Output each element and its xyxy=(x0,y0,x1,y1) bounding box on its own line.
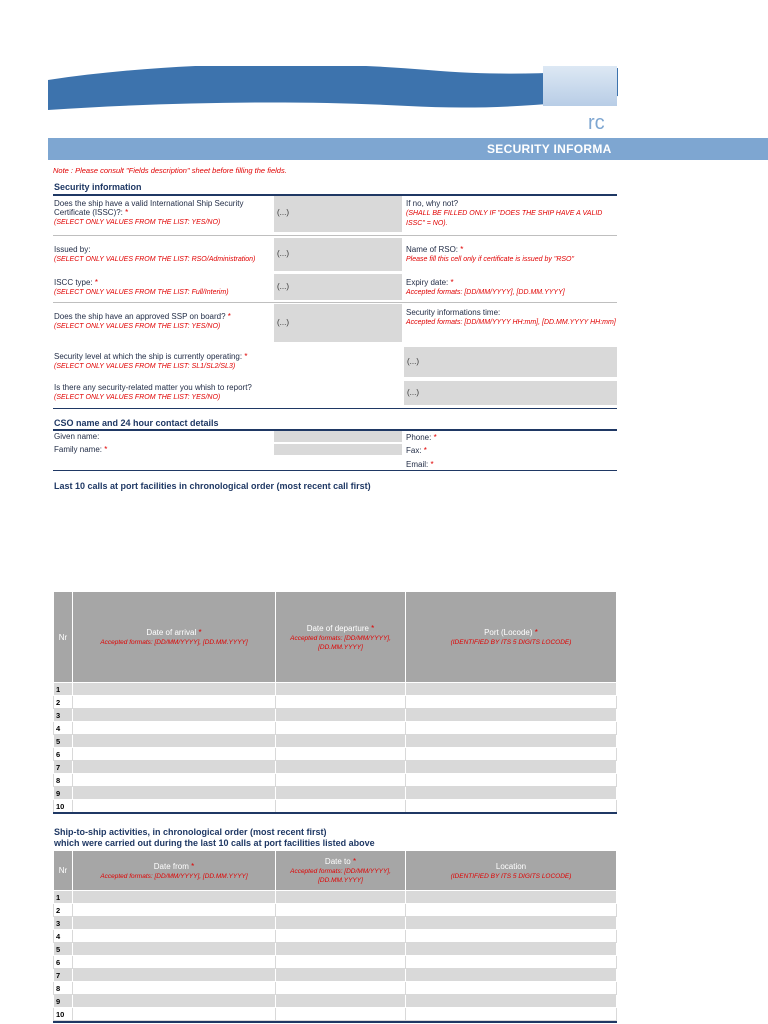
departure-cell[interactable] xyxy=(276,787,406,800)
port-calls-table xyxy=(53,591,617,813)
row-number: 6 xyxy=(54,748,73,761)
arrival-cell[interactable] xyxy=(73,787,276,800)
row-number: 5 xyxy=(54,943,73,956)
row-number: 8 xyxy=(54,774,73,787)
port-cell[interactable] xyxy=(406,787,617,800)
row-divider xyxy=(53,235,617,236)
arrival-cell[interactable] xyxy=(73,696,276,709)
table-row[interactable] xyxy=(54,930,617,943)
row-number: 3 xyxy=(54,709,73,722)
location-cell[interactable] xyxy=(406,930,617,943)
table-row[interactable] xyxy=(54,735,617,748)
row-number: 4 xyxy=(54,722,73,735)
table-row[interactable] xyxy=(54,969,617,982)
col-nr-header: Nr xyxy=(54,592,73,683)
date-to-cell[interactable] xyxy=(276,995,406,1008)
expiry-date-label: Expiry date: * Accepted formats: [DD/MM/YYYY], [DD.MM.YYYY] xyxy=(406,278,565,296)
date-to-cell[interactable] xyxy=(276,891,406,904)
port-cell[interactable] xyxy=(406,709,617,722)
port-cell[interactable] xyxy=(406,735,617,748)
date-from-cell[interactable] xyxy=(73,995,276,1008)
port-cell[interactable] xyxy=(406,696,617,709)
date-from-cell[interactable] xyxy=(73,917,276,930)
family-name-field[interactable] xyxy=(274,444,402,455)
col-location-header: Location (IDENTIFIED BY ITS 5 DIGITS LOCODE) xyxy=(406,851,617,891)
col-nr-header: Nr xyxy=(54,851,73,891)
row-number: 8 xyxy=(54,982,73,995)
cso-section-bottom-rule xyxy=(53,470,617,471)
table-row[interactable] xyxy=(54,800,617,813)
issued-by-label: Issued by: (SELECT ONLY VALUES FROM THE LIST: RSO/Administration) xyxy=(54,245,256,263)
given-name-field[interactable] xyxy=(274,431,402,442)
date-from-cell[interactable] xyxy=(73,904,276,917)
phone-label: Phone: * xyxy=(406,433,437,442)
issc-why-not-label: If no, why not? (SHALL BE FILLED ONLY IF "DOES THE SHIP HAVE A VALID ISSC" = NO). xyxy=(406,199,603,227)
departure-cell[interactable] xyxy=(276,709,406,722)
location-cell[interactable] xyxy=(406,1008,617,1021)
date-from-cell[interactable] xyxy=(73,891,276,904)
date-from-cell[interactable] xyxy=(73,1008,276,1021)
title-banner xyxy=(48,138,768,160)
departure-cell[interactable] xyxy=(276,748,406,761)
port-cell[interactable] xyxy=(406,748,617,761)
departure-cell[interactable] xyxy=(276,774,406,787)
row-number: 4 xyxy=(54,930,73,943)
row-number: 5 xyxy=(54,735,73,748)
location-cell[interactable] xyxy=(406,917,617,930)
col-date-to-header: Date to * Accepted formats: [DD/MM/YYYY], [DD.MM.YYYY] xyxy=(276,851,406,891)
port-cell[interactable] xyxy=(406,761,617,774)
row-number: 9 xyxy=(54,995,73,1008)
table-row[interactable] xyxy=(54,722,617,735)
fax-label: Fax: * xyxy=(406,446,427,455)
issc-valid-field[interactable]: (...) xyxy=(274,196,402,232)
table-row[interactable] xyxy=(54,696,617,709)
col-departure-header: Date of departure * Accepted formats: [DD/MM/YYYY], [DD.MM.YYYY] xyxy=(276,592,406,683)
row-number: 2 xyxy=(54,696,73,709)
arrival-cell[interactable] xyxy=(73,683,276,696)
row-number: 9 xyxy=(54,787,73,800)
date-from-cell[interactable] xyxy=(73,982,276,995)
location-cell[interactable] xyxy=(406,891,617,904)
table-row[interactable] xyxy=(54,761,617,774)
date-to-cell[interactable] xyxy=(276,930,406,943)
row-number: 7 xyxy=(54,761,73,774)
port-cell[interactable] xyxy=(406,683,617,696)
arrival-cell[interactable] xyxy=(73,748,276,761)
arrival-cell[interactable] xyxy=(73,722,276,735)
cso-section-title: CSO name and 24 hour contact details xyxy=(54,418,219,428)
table-row[interactable] xyxy=(54,683,617,696)
ssp-label: Does the ship have an approved SSP on board? * (SELECT ONLY VALUES FROM THE LIST: YES/NO) xyxy=(54,312,231,330)
arrival-cell[interactable] xyxy=(73,800,276,813)
security-matter-field[interactable]: (...) xyxy=(404,381,617,405)
security-info-time-label: Security informations time: Accepted formats: [DD/MM/YYYY HH:mm], [DD.MM.YYYY HH:mm] xyxy=(406,308,616,326)
date-from-cell[interactable] xyxy=(73,969,276,982)
departure-cell[interactable] xyxy=(276,761,406,774)
iscc-type-label: ISCC type: * (SELECT ONLY VALUES FROM THE LIST: Full/Interim) xyxy=(54,278,229,296)
date-to-cell[interactable] xyxy=(276,917,406,930)
sts-table-bottom-rule xyxy=(53,1021,617,1023)
email-label: Email: * xyxy=(406,460,434,469)
calls-section-title: Last 10 calls at port facilities in chronological order (most recent call first) xyxy=(54,481,371,491)
port-cell[interactable] xyxy=(406,722,617,735)
departure-cell[interactable] xyxy=(276,722,406,735)
row-number: 1 xyxy=(54,683,73,696)
table-row[interactable] xyxy=(54,904,617,917)
sts-section-title: Ship-to-ship activities, in chronological order (most recent first) which were carried out during the last 10 calls at port facilities listed above xyxy=(54,827,375,848)
given-name-label: Given name: xyxy=(54,432,100,441)
table-row[interactable] xyxy=(54,956,617,969)
departure-cell[interactable] xyxy=(276,683,406,696)
logo-text: rc xyxy=(588,112,605,134)
row-number: 1 xyxy=(54,891,73,904)
security-section-title: Security information xyxy=(54,182,142,192)
table-row[interactable] xyxy=(54,709,617,722)
location-cell[interactable] xyxy=(406,956,617,969)
family-name-label: Family name: * xyxy=(54,445,108,454)
arrival-cell[interactable] xyxy=(73,735,276,748)
security-matter-label: Is there any security-related matter you whish to report? (SELECT ONLY VALUES FROM THE LIST: YES/NO) xyxy=(54,383,252,401)
location-cell[interactable] xyxy=(406,904,617,917)
security-level-label: Security level at which the ship is currently operating: * (SELECT ONLY VALUES FROM THE LIST: SL1/SL2/SL3) xyxy=(54,352,248,370)
col-arrival-header: Date of arrival * Accepted formats: [DD/MM/YYYY], [DD.MM.YYYY] xyxy=(73,592,276,683)
port-cell[interactable] xyxy=(406,800,617,813)
location-cell[interactable] xyxy=(406,943,617,956)
table-row[interactable] xyxy=(54,891,617,904)
table-row[interactable] xyxy=(54,1008,617,1021)
date-to-cell[interactable] xyxy=(276,904,406,917)
table-row[interactable] xyxy=(54,787,617,800)
location-cell[interactable] xyxy=(406,995,617,1008)
departure-cell[interactable] xyxy=(276,800,406,813)
location-cell[interactable] xyxy=(406,969,617,982)
row-number: 10 xyxy=(54,1008,73,1021)
arrival-cell[interactable] xyxy=(73,761,276,774)
departure-cell[interactable] xyxy=(276,696,406,709)
row-divider xyxy=(53,302,617,303)
page-title: SECURITY INFORMA xyxy=(487,142,612,156)
table-row[interactable] xyxy=(54,943,617,956)
arrival-cell[interactable] xyxy=(73,709,276,722)
iscc-type-field[interactable]: (...) xyxy=(274,274,402,300)
rso-name-label: Name of RSO: * Please fill this cell only if certificate is issued by "RSO" xyxy=(406,245,574,263)
issued-by-field[interactable]: (...) xyxy=(274,238,402,271)
calls-table-bottom-rule xyxy=(53,812,617,814)
table-row[interactable] xyxy=(54,995,617,1008)
col-date-from-header: Date from * Accepted formats: [DD/MM/YYYY], [DD.MM.YYYY] xyxy=(73,851,276,891)
ssp-field[interactable]: (...) xyxy=(274,304,402,342)
arrival-cell[interactable] xyxy=(73,774,276,787)
row-number: 3 xyxy=(54,917,73,930)
consult-note: Note : Please consult "Fields description" sheet before filling the fields. xyxy=(53,166,287,175)
table-row[interactable] xyxy=(54,748,617,761)
date-to-cell[interactable] xyxy=(276,943,406,956)
row-number: 6 xyxy=(54,956,73,969)
security-section-bottom-rule xyxy=(53,408,617,409)
header-wave-graphic xyxy=(48,66,618,112)
col-port-header: Port (Locode) * (IDENTIFIED BY ITS 5 DIGITS LOCODE) xyxy=(406,592,617,683)
date-to-cell[interactable] xyxy=(276,1008,406,1021)
date-to-cell[interactable] xyxy=(276,982,406,995)
date-from-cell[interactable] xyxy=(73,930,276,943)
table-row[interactable] xyxy=(54,917,617,930)
row-number: 7 xyxy=(54,969,73,982)
date-to-cell[interactable] xyxy=(276,969,406,982)
row-number: 10 xyxy=(54,800,73,813)
location-cell[interactable] xyxy=(406,982,617,995)
departure-cell[interactable] xyxy=(276,735,406,748)
sts-activities-table xyxy=(53,850,617,1021)
date-from-cell[interactable] xyxy=(73,943,276,956)
table-row[interactable] xyxy=(54,982,617,995)
date-to-cell[interactable] xyxy=(276,956,406,969)
table-row[interactable] xyxy=(54,774,617,787)
security-level-field[interactable]: (...) xyxy=(404,347,617,377)
date-from-cell[interactable] xyxy=(73,956,276,969)
header-block-graphic xyxy=(543,66,617,106)
port-cell[interactable] xyxy=(406,774,617,787)
row-number: 2 xyxy=(54,904,73,917)
issc-valid-label: Does the ship have a valid International Ship Security Certificate (ISSC)?: * (SELECT ONLY VALUES FROM THE LIST: YES/NO) xyxy=(54,199,244,226)
